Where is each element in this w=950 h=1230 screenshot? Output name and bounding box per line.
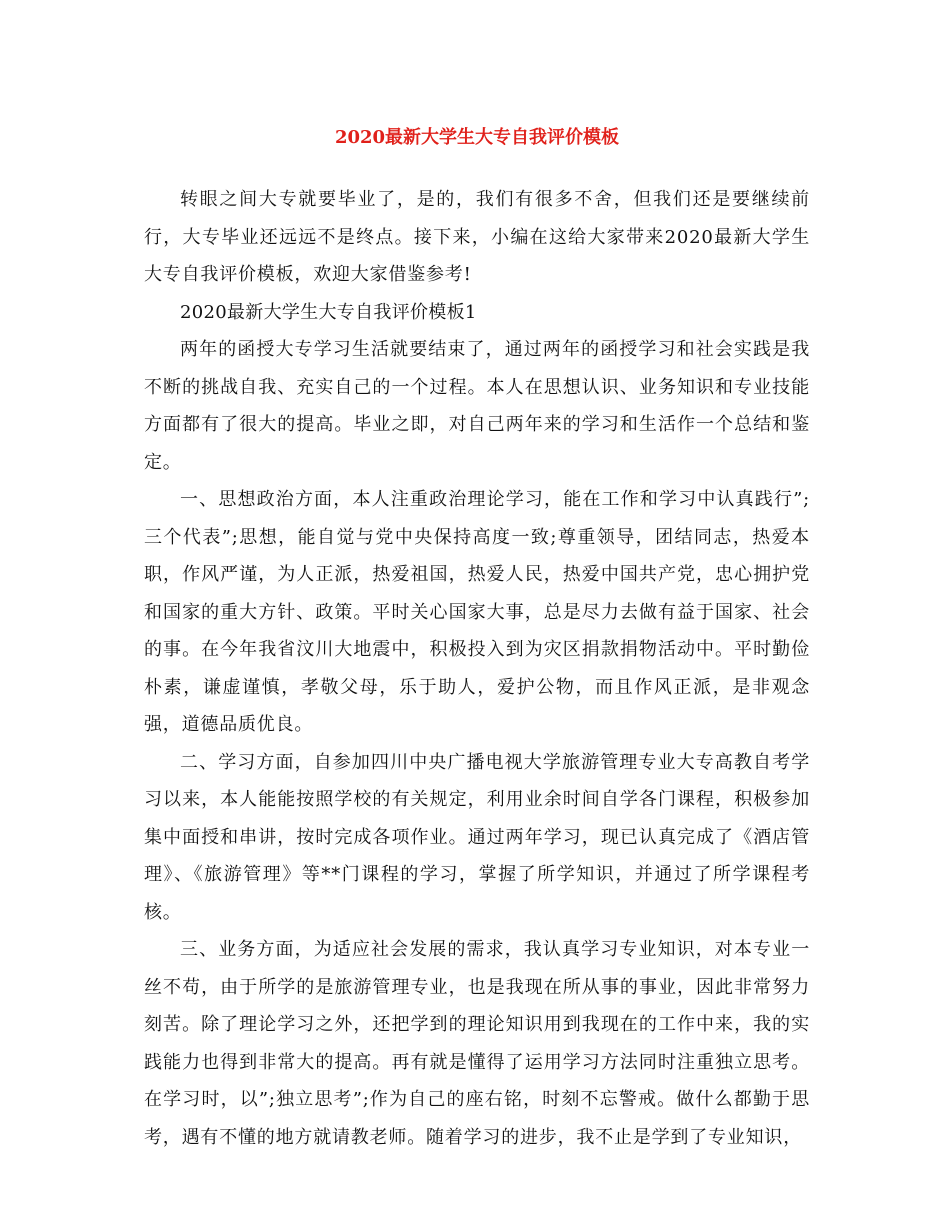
document-page bbox=[144, 118, 810, 1156]
body-paragraph-study: 二、学习方面，自参加四川中央广播电视大学旅游管理专业大专高教自考学习以来，本人能能按照学校的有关规定，利用业余时间自学各门课程，积极参加集中面授和串讲，按时完成各项作业。通过两年学习，现已认真完成了《酒店管理》、《旅游管理》等**门课程的学习，掌握了所学知识，并通过了所学课程考核。 bbox=[144, 751, 810, 923]
body-paragraph-summary: 两年的函授大专学习生活就要结束了，通过两年的函授学习和社会实践是我不断的挑战自我、充实自己的一个过程。本人在思想认识、业务知识和专业技能方面都有了很大的提高。毕业之即，对自己两年来的学习和生活作一个总结和鉴定。 bbox=[144, 339, 810, 473]
intro-paragraph: 转眼之间大专就要毕业了，是的，我们有很多不舍，但我们还是要继续前行，大专毕业还远远不是终点。接下来，小编在这给大家带来2020最新大学生大专自我评价模板，欢迎大家借鉴参考! bbox=[144, 189, 810, 285]
body-paragraph-work: 三、业务方面，为适应社会发展的需求，我认真学习专业知识，对本专业一丝不苟，由于所学的是旅游管理专业，也是我现在所从事的事业，因此非常努力刻苦。除了理论学习之外，还把学到的理论知识用到我现在的工作中来，我的实践能力也得到非常大的提高。再有就是懂得了运用学习方法同时注重独立思考。在学习时，以”;独立思考”;作为自己的座右铭，时刻不忘警戒。做什么都勤于思考，遇有不懂的地方就请教老师。随着学习的进步，我不止是学到了专业知识， bbox=[144, 939, 810, 1148]
body-paragraph-political: 一、思想政治方面，本人注重政治理论学习，能在工作和学习中认真践行”;三个代表”;思想，能自觉与党中央保持高度一致;尊重领导，团结同志，热爱本职，作风严谨，为人正派，热爱祖国，热爱人民，热爱中国共产党，忠心拥护党和国家的重大方针、政策。平时关心国家大事，总是尽力去做有益于国家、社会的事。在今年我省汶川大地震中，积极投入到为灾区捐款捐物活动中。平时勤俭朴素，谦虚谨慎，孝敬父母，乐于助人，爱护公物，而且作风正派，是非观念强，道德品质优良。 bbox=[144, 489, 810, 735]
document-title: 2020最新大学生大专自我评价模板 bbox=[334, 127, 620, 148]
section-heading: 2020最新大学生大专自我评价模板1 bbox=[180, 301, 477, 323]
